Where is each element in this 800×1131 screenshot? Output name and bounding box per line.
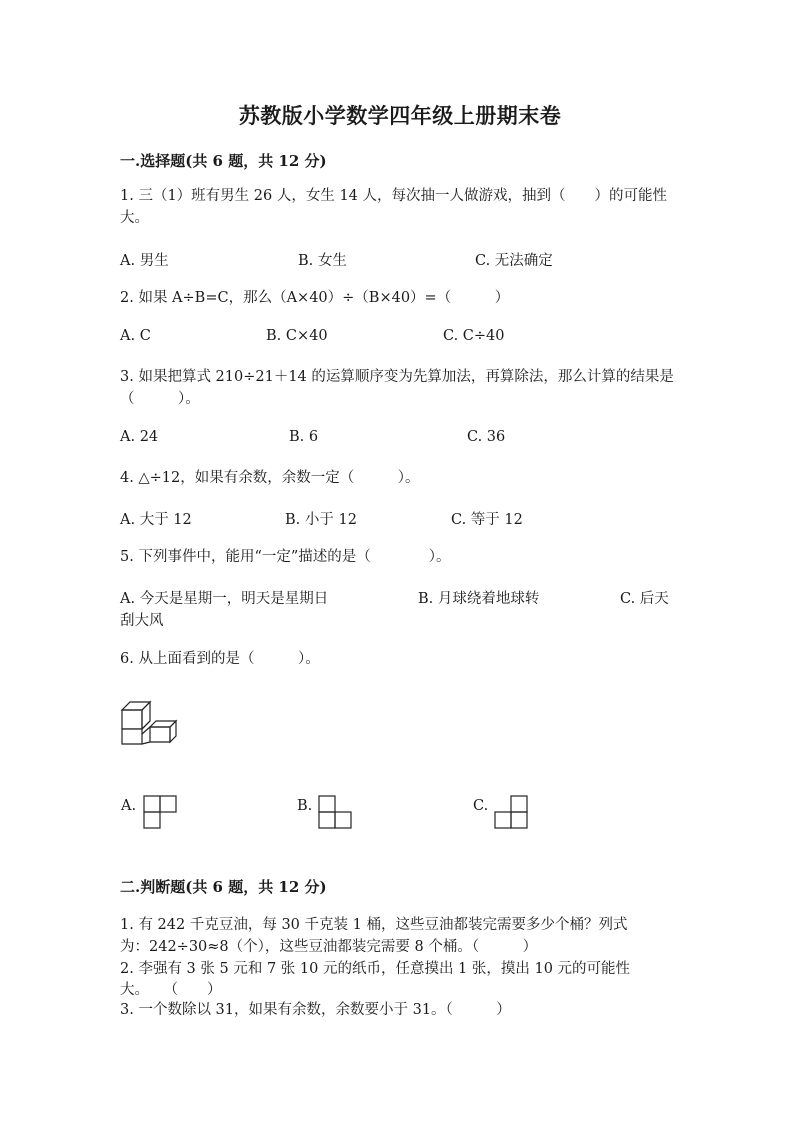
option-a: A. C [120,328,151,344]
judgement-1-line-1: 1. 有 242 千克豆油，每 30 千克装 1 桶，这些豆油都装完需要多少个桶？列式 [120,917,628,933]
option-b: B. [297,798,313,814]
option-b: B. 6 [289,429,319,445]
option-b: B. 小于 12 [285,512,357,528]
question-6: 6. 从上面看到的是（ ）。 [120,651,320,667]
option-b: B. 月球绕着地球转 [418,591,540,607]
page-title: 苏教版小学数学四年级上册期末卷 [238,103,562,128]
option-a: A. 男生 [120,253,169,269]
option-c: C. [473,798,489,814]
option-a: A. 今天是星期一，明天是星期日 [120,591,329,607]
option-a: A. 24 [120,429,159,445]
section-heading: 二.判断题(共 6 题，共 12 分) [120,878,327,896]
option-c: C. C÷40 [443,328,505,344]
option-c: C. 36 [467,429,506,445]
option-c-continued: 刮大风 [120,613,164,629]
question-3: 3. 如果把算式 210÷21＋14 的运算顺序变为先算加法，再算除法，那么计算的结果是（ ）。 [120,369,674,407]
option-a: A. 大于 12 [120,512,192,528]
question-4: 4. △÷12，如果有余数，余数一定（ ）。 [120,470,420,486]
option-b: B. C×40 [266,328,328,344]
option-b: B. 女生 [298,253,347,269]
option-a: A. [121,798,137,814]
judgement-2-line-2: 大。 （ ） [120,982,222,998]
judgement-3: 3. 一个数除以 31，如果有余数，余数要小于 31。（ ） [120,1002,511,1018]
option-c: C. 等于 12 [451,512,523,528]
option-b-view-figure [318,795,358,835]
judgement-2-line-1: 2. 李强有 3 张 5 元和 7 张 10 元的纸币，任意摸出 1 张，摸出 10 元的可能性 [120,961,631,977]
question-2: 2. 如果 A÷B=C，那么（A×40）÷（B×40）=（ ） [120,290,510,306]
question-5: 5. 下列事件中，能用“一定”描述的是（ ）。 [120,549,451,565]
cube-stack-figure [120,700,180,746]
option-a-view-figure [143,795,183,835]
option-c-view-figure [494,795,534,835]
option-c: C. 后天 [620,591,669,607]
question-1: 1. 三（1）班有男生 26 人，女生 14 人，每次抽一人做游戏，抽到（ ）的可能性大。 [120,188,668,226]
judgement-1-line-2: 为：242÷30≈8（个），这些豆油都装完需要 8 个桶。（ ） [120,939,538,955]
option-c: C. 无法确定 [475,253,553,269]
section-heading: 一.选择题(共 6 题，共 12 分) [120,152,327,170]
